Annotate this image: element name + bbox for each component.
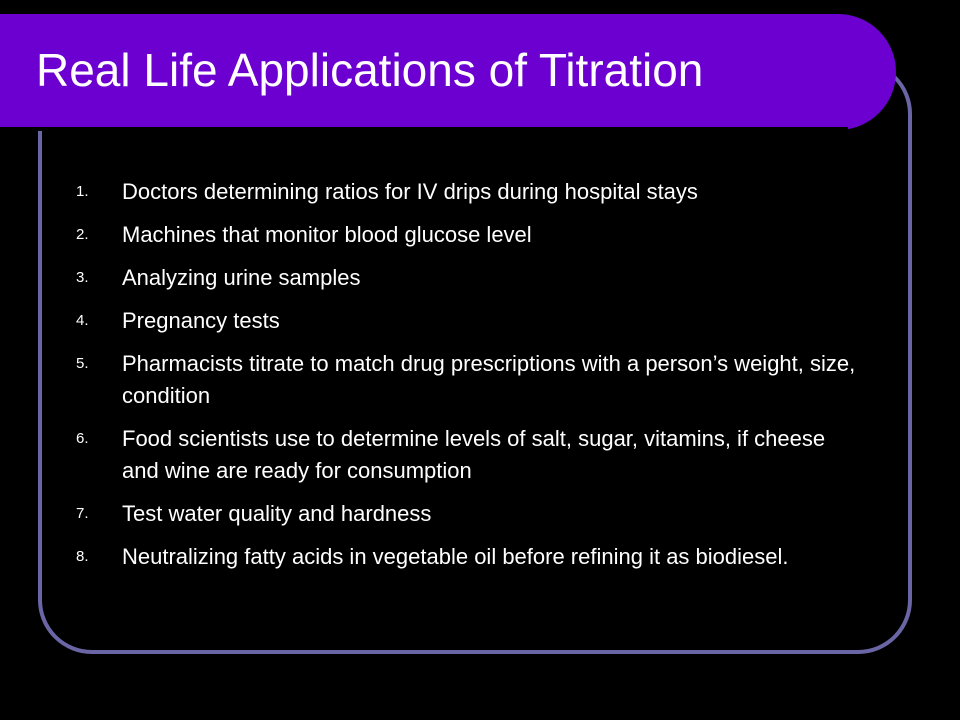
list-item-text: Pregnancy tests [122,308,280,333]
list-item-number: 8. [76,548,89,565]
list-item-text: Doctors determining ratios for IV drips during hospital stays [122,179,698,204]
list-item [76,423,856,487]
list-item-text: Neutralizing fatty acids in vegetable oil before refining it as biodiesel. [122,544,789,569]
list-item [76,498,856,530]
list-item-text: Machines that monitor blood glucose level [122,222,532,247]
list-item-text: Food scientists use to determine levels of salt, sugar, vitamins, if cheese and wine are ready for consumption [122,426,826,483]
list-item-number: 5. [76,355,89,372]
list-item-text: Pharmacists titrate to match drug prescriptions with a person’s weight, size, condition [122,351,856,408]
list-item-number: 4. [76,312,89,329]
list-item [76,348,856,412]
list-item-number: 6. [76,430,89,447]
list-item [76,541,856,573]
list-item-number: 3. [76,269,89,286]
list-item-text: Analyzing urine samples [122,265,361,290]
list-item-text: Test water quality and hardness [122,501,432,526]
title-underline [0,127,848,131]
list-item-number: 1. [76,183,89,200]
list-item-number: 2. [76,226,89,243]
list-item [76,219,856,251]
list-item [76,305,856,337]
slide-title: Real Life Applications of Titration [36,44,704,96]
list-item [76,176,856,208]
list-item-number: 7. [76,505,89,522]
applications-list [76,176,856,584]
list-item [76,262,856,294]
